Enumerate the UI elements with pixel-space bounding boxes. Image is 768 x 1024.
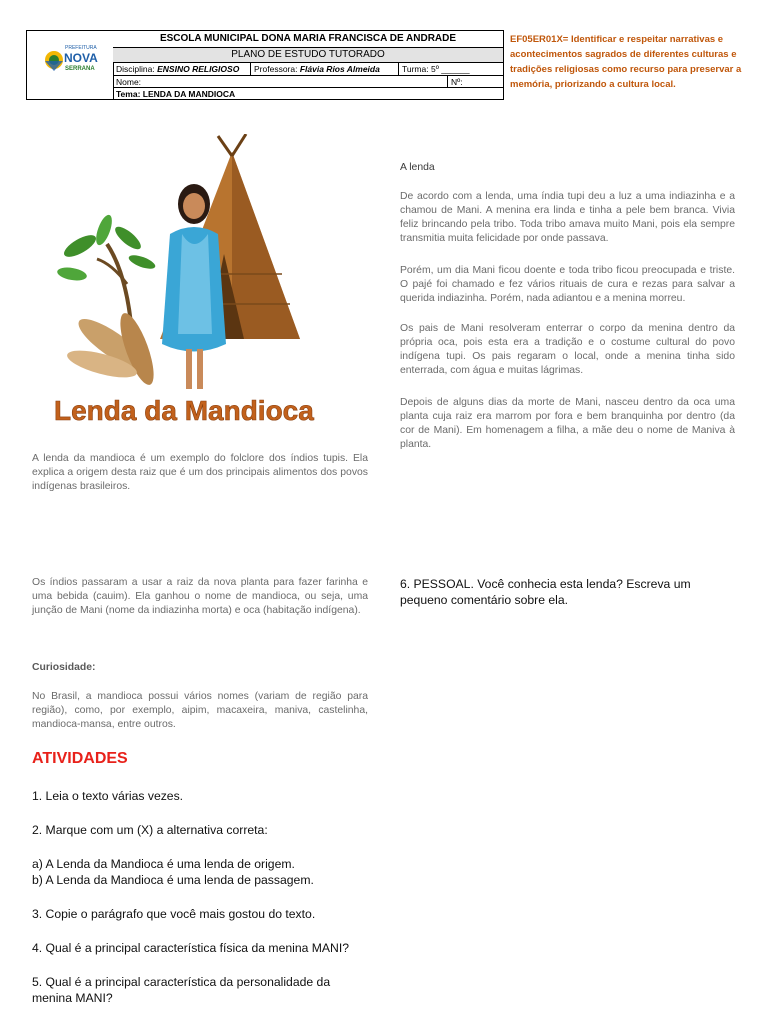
logo-top-text: PREFEITURA bbox=[65, 45, 97, 51]
logo-main-text: NOVA bbox=[64, 51, 98, 65]
nome-row bbox=[113, 76, 503, 88]
lenda-paragraph-2: Porém, um dia Mani ficou doente e toda tribo ficou preocupada e triste. O pajé foi chamado e fez vários rituais de cura e rezas para salvar a querida indiazinha. Porém, nada adiantou e a menina morreu. bbox=[400, 265, 735, 304]
question-5-line-2: menina MANI? bbox=[32, 991, 113, 1005]
intro-paragraph: A lenda da mandioca é um exemplo do folclore dos índios tupis. Ela explica a origem desta raiz que é um dos principais alimentos dos povos indígenas brasileiros. bbox=[32, 453, 368, 492]
bncc-skill-text: EF05ER01X= Identificar e respeitar narrativas e acontecimentos sagrados de diferentes culturas e tradições religiosas como recurso para preservar a memória, priorizando a cultura local. bbox=[510, 34, 742, 90]
turma-value: ______ bbox=[441, 64, 470, 74]
question-6: 6. PESSOAL. Você conhecia esta lenda? Escreva um pequeno comentário sobre ela. bbox=[400, 577, 691, 607]
question-2: 2. Marque com um (X) a alternativa correta: bbox=[32, 823, 268, 837]
lenda-heading: A lenda bbox=[400, 162, 435, 173]
curiosidade-paragraph: No Brasil, a mandioca possui vários nomes (variam de região para região), como, por exemplo, aipim, macaxeira, maniva, castelinha, mandioca-mansa, entre outros. bbox=[32, 691, 368, 730]
question-5-line-1: 5. Qual é a principal característica da personalidade da bbox=[32, 975, 331, 989]
turma-label: Turma: 5º bbox=[402, 64, 439, 74]
disciplina-label: Disciplina: bbox=[116, 64, 155, 74]
tema-row bbox=[113, 88, 503, 100]
lenda-paragraph-3: Os pais de Mani resolveram enterrar o corpo da menina dentro da própria oca, pois esta era a tradição e o costume cultural do povo indígena tupi. Os pais regaram o local, onde a menina tinha sido enterrada, com água e muitas lágrimas. bbox=[400, 323, 735, 376]
lenda-illustration bbox=[32, 134, 372, 430]
question-2-option-a: a) A Lenda da Mandioca é uma lenda de origem. bbox=[32, 857, 295, 871]
question-3: 3. Copie o parágrafo que você mais gostou do texto. bbox=[32, 907, 316, 921]
lenda-paragraph-4: Depois de alguns dias da morte de Mani, nasceu dentro da oca uma planta cuja raiz era marrom por fora e bem branquinha por dentro (da cor de Mani). Em homenagem a filha, a mãe deu o nome de Maniva à planta. bbox=[400, 397, 735, 450]
logo-sub-text: SERRANA bbox=[65, 66, 95, 72]
plan-title: PLANO DE ESTUDO TUTORADO bbox=[113, 48, 503, 63]
illustration-caption: Lenda da Mandioca bbox=[54, 395, 314, 426]
mandioca-plant-icon bbox=[56, 213, 160, 389]
turma-cell bbox=[398, 63, 503, 75]
professora-value: Flávia Rios Almeida bbox=[299, 64, 380, 74]
activities-title: ATIVIDADES bbox=[32, 750, 128, 767]
numero-cell bbox=[447, 76, 503, 87]
nome-cell bbox=[113, 76, 446, 87]
header-table bbox=[26, 30, 504, 100]
professora-label: Professora: bbox=[254, 64, 298, 74]
professora-cell bbox=[250, 63, 396, 75]
nome-label: Nome: bbox=[116, 77, 142, 87]
prefeitura-logo bbox=[27, 31, 114, 99]
disciplina-cell bbox=[113, 63, 248, 75]
disciplina-value: ENSINO RELIGIOSO bbox=[157, 64, 240, 74]
question-1: 1. Leia o texto várias vezes. bbox=[32, 789, 184, 803]
tema-text: Tema: LENDA DA MANDIOCA bbox=[116, 89, 236, 99]
question-4: 4. Qual é a principal característica física da menina MANI? bbox=[32, 941, 350, 955]
question-2-option-b: b) A Lenda da Mandioca é uma lenda de passagem. bbox=[32, 873, 314, 887]
numero-label: Nº: bbox=[451, 77, 463, 87]
disciplina-row bbox=[113, 63, 503, 76]
lenda-paragraph-1: De acordo com a lenda, uma índia tupi deu a luz a uma indiazinha e a chamou de Mani. A menina era linda e tinha a pele bem branca. Vivia feliz brincando pela tribo. Toda tribo amava muito Mani, pois ela sempre transmitia muita felicidade por onde passava. bbox=[400, 191, 735, 244]
usage-paragraph: Os índios passaram a usar a raiz da nova planta para fazer farinha e uma bebida (cauim). Ela ganhou o nome de mandioca, ou seja, uma junção de Mani (nome da indiazinha morta) e oca (habitação indígena). bbox=[32, 577, 368, 616]
curiosidade-heading: Curiosidade: bbox=[32, 662, 96, 673]
school-name: ESCOLA MUNICIPAL DONA MARIA FRANCISCA DE ANDRADE bbox=[113, 31, 503, 48]
